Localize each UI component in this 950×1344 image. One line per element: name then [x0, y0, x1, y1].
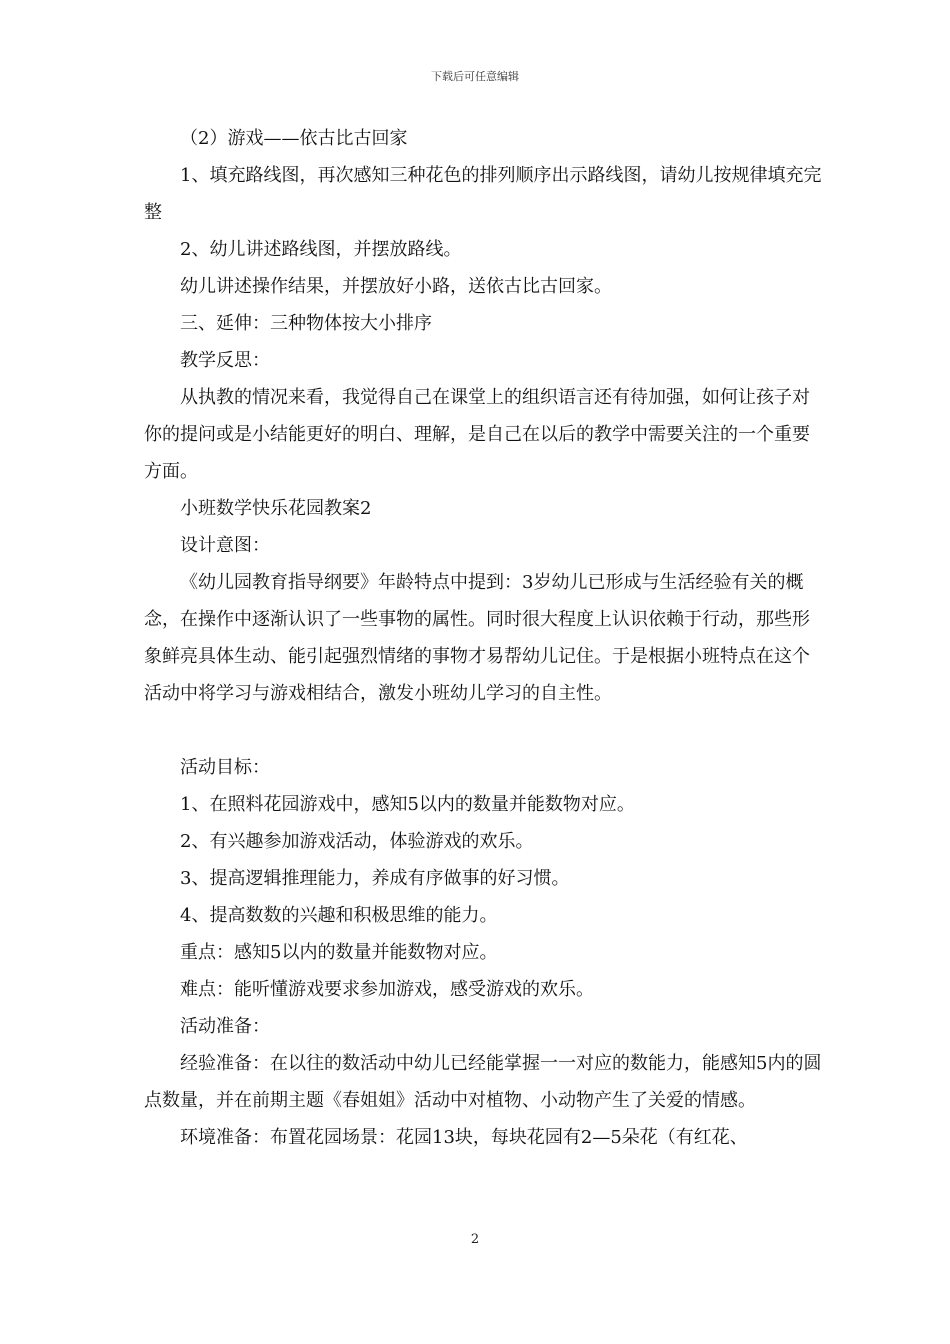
paragraph: 环境准备：布置花园场景：花园13块，每块花园有2—5朵花（有红花、 — [180, 1127, 748, 1148]
paragraph: 《幼儿园教育指导纲要》年龄特点中提到：3岁幼儿已形成与生活经验有关的概念，在操作中逐渐认识了一些事物的属性。同时很大程度上认识依赖于行动，那些形象鲜亮具体生动、能引起强烈情绪的事物才易帮幼儿记住。于是根据小班特点在这个活动中将学习与游戏相结合，激发小班幼儿学习的自主性。 — [144, 572, 810, 704]
paragraph: 从执教的情况来看，我觉得自己在课堂上的组织语言还有待加强，如何让孩子对你的提问或是小结能更好的明白、理解，是自己在以后的教学中需要关注的一个重要方面。 — [144, 387, 810, 482]
paragraph: 幼儿讲述操作结果，并摆放好小路，送依古比古回家。 — [180, 276, 612, 297]
paragraph: 1、填充路线图，再次感知三种花色的排列顺序出示路线图，请幼儿按规律填充完整 — [144, 165, 822, 223]
section-heading: 教学反思： — [180, 350, 270, 371]
paragraph: （2）游戏——依古比古回家 — [180, 128, 408, 149]
section-heading: 设计意图： — [180, 535, 270, 556]
list-item: 3、提高逻辑推理能力，养成有序做事的好习惯。 — [180, 868, 570, 889]
list-item: 2、有兴趣参加游戏活动，体验游戏的欢乐。 — [180, 831, 534, 852]
paragraph: 难点：能听懂游戏要求参加游戏，感受游戏的欢乐。 — [180, 979, 594, 1000]
page-number: 2 — [470, 1232, 480, 1247]
lesson-title: 小班数学快乐花园教案2 — [180, 498, 372, 519]
list-item: 1、在照料花园游戏中，感知5以内的数量并能数物对应。 — [180, 794, 635, 815]
document-body — [144, 120, 824, 1156]
paragraph: 经验准备：在以往的数活动中幼儿已经能掌握一一对应的数能力，能感知5内的圆点数量，并在前期主题《春姐姐》活动中对植物、小动物产生了关爱的情感。 — [144, 1053, 822, 1111]
section-heading: 三、延伸：三种物体按大小排序 — [180, 313, 432, 334]
list-item: 4、提高数数的兴趣和积极思维的能力。 — [180, 905, 498, 926]
section-heading: 活动目标： — [180, 757, 270, 778]
section-heading: 活动准备： — [180, 1016, 270, 1037]
paragraph: 重点：感知5以内的数量并能数物对应。 — [180, 942, 498, 963]
paragraph: 2、幼儿讲述路线图，并摆放路线。 — [180, 239, 462, 260]
page-header: 下载后可任意编辑 — [431, 70, 519, 83]
